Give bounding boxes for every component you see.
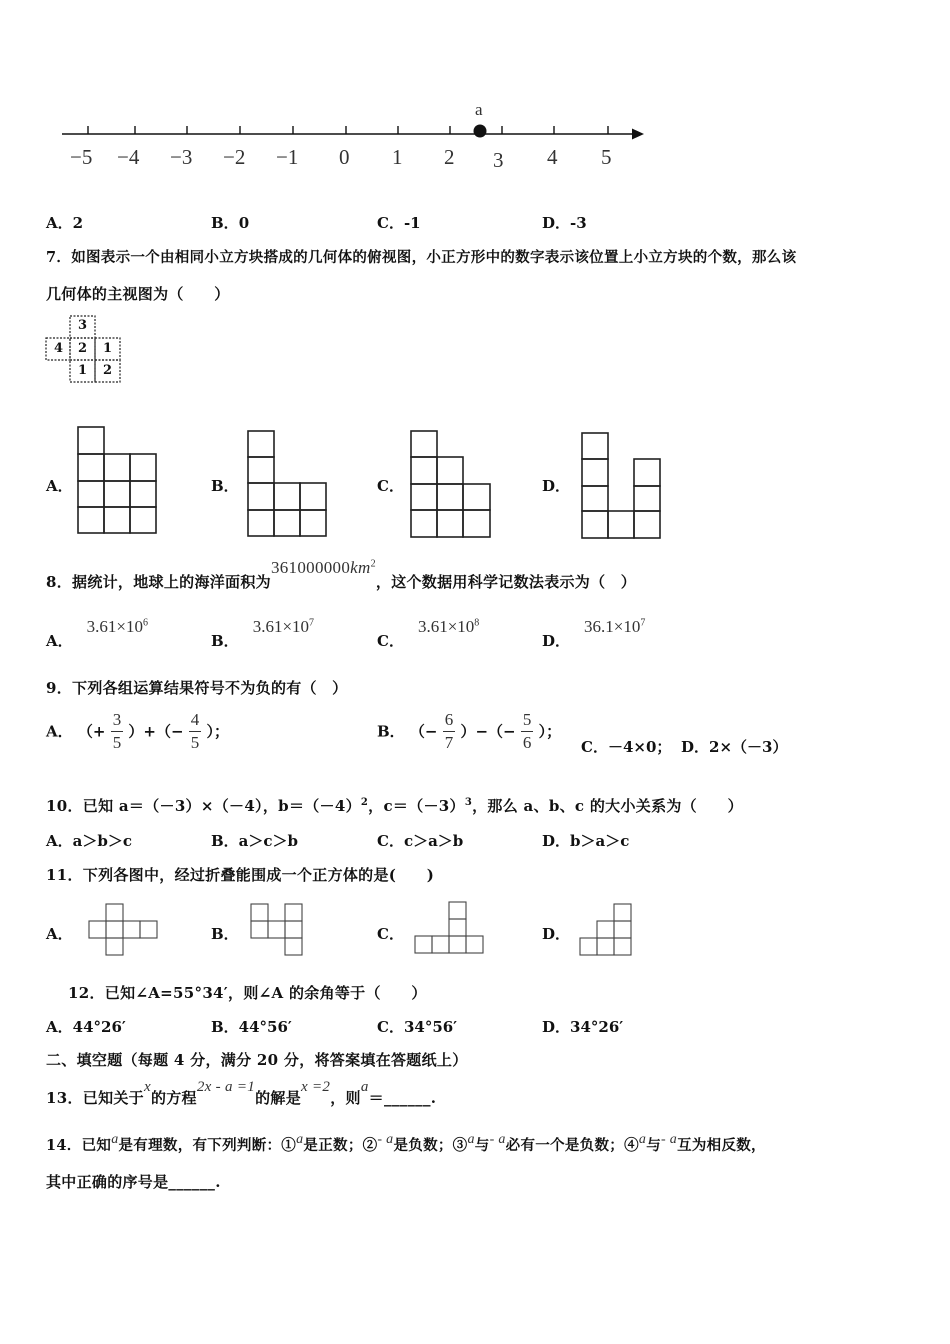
q12-option-b[interactable]: B．44°56′	[211, 1018, 292, 1036]
q9-stem: 9．下列各组运算结果符号不为负的有（ ）	[46, 679, 348, 697]
q11-option-b[interactable]: B．	[211, 925, 239, 943]
q8-area: $361000000km^2$	[270, 558, 376, 577]
q11-net-b	[251, 904, 302, 955]
q7-option-b[interactable]: B．	[211, 477, 239, 495]
tick-label: −4	[117, 145, 140, 169]
fraction: $\frac{3}{5}$	[112, 710, 122, 752]
q9-option-c[interactable]: C．－4×0；	[581, 738, 672, 756]
q6-option-a[interactable]: A．2	[46, 214, 84, 232]
q7-option-a[interactable]: A．	[46, 477, 73, 495]
q6-option-c[interactable]: C．-1	[377, 214, 421, 232]
tick-label: 1	[392, 145, 403, 169]
top-view-count: 4	[54, 341, 64, 356]
q11-net-a	[89, 904, 157, 955]
fraction: $\frac{4}{5}$	[190, 710, 200, 752]
top-view-count: 2	[103, 363, 113, 378]
q14-line1: 14．已知a是有理数，有下列判断：①a是正数；②- a是负数；③a与- a必有一个是负数；④a与- a互为相反数，	[46, 1132, 766, 1154]
q14-line2: 其中正确的序号是______.	[46, 1173, 221, 1191]
top-view-count: 3	[78, 318, 88, 333]
q7-option-c[interactable]: C．	[377, 477, 404, 495]
q11-option-c[interactable]: C．	[377, 925, 404, 943]
q11-net-d	[580, 904, 631, 955]
q8-option-c[interactable]: C．$3.61\times 10^8$	[377, 617, 480, 650]
q8-stem: 8．据统计，地球上的海洋面积为$361000000km^2$，这个数据用科学记数法表示为（ ）	[46, 558, 637, 591]
q7-option-d[interactable]: D．	[542, 477, 571, 495]
tick-label: 5	[601, 145, 612, 169]
q10-option-c[interactable]: C．c＞a＞b	[377, 832, 464, 850]
q11-option-d[interactable]: D．	[542, 925, 571, 943]
fraction: $\frac{6}{7}$	[444, 710, 454, 752]
q8-option-d[interactable]: D．$36.1\times 10^7$	[542, 617, 646, 650]
q10-option-a[interactable]: A．a＞b＞c	[46, 832, 132, 850]
q11-net-c	[415, 902, 483, 953]
tick-label: −2	[223, 145, 246, 169]
q13: 13．已知关于x的方程2x - a =1的解是x =2，则a＝______.	[46, 1079, 437, 1107]
q9-option-a[interactable]: A． （+ $\frac{3}{5}$ ）+（− $\frac{4}{5}$ ）；	[46, 710, 230, 752]
section-heading: 二、填空题（每题 4 分，满分 20 分，将答案填在答题纸上）	[46, 1051, 468, 1069]
tick-label: 3	[493, 148, 504, 172]
q6-option-d[interactable]: D．-3	[542, 214, 587, 232]
tick-label: −1	[276, 145, 299, 169]
top-view-count: 2	[78, 341, 88, 356]
q6-option-b[interactable]: B．0	[211, 214, 250, 232]
q10-option-d[interactable]: D．b＞a＞c	[542, 832, 630, 850]
q9-option-d[interactable]: D．2×（－3）	[681, 738, 788, 756]
q11-stem: 11．下列各图中，经过折叠能围成一个正方体的是( )	[46, 866, 435, 884]
tick-label: 4	[547, 145, 558, 169]
q11-option-a[interactable]: A．	[46, 925, 73, 943]
q12-stem: 12．已知∠A=55°34′，则∠A 的余角等于（ ）	[68, 984, 427, 1002]
q8-option-b[interactable]: B．$3.61\times 10^7$	[211, 617, 315, 650]
point-a-label: a	[475, 100, 483, 119]
tick-label: 2	[444, 145, 455, 169]
q12-option-d[interactable]: D．34°26′	[542, 1018, 624, 1036]
top-view-count: 1	[103, 341, 113, 356]
top-view-count: 1	[78, 363, 88, 378]
tick-label: −3	[170, 145, 193, 169]
q7-stem-line2: 几何体的主视图为（ ）	[46, 285, 230, 303]
q10-stem: 10．已知 a＝（－3）×（－4），$b=(-4)^2$，$c=(-3)^3$，那么 a、b、c 的大小关系为（ ）	[46, 797, 743, 815]
tick-label: 0	[339, 145, 350, 169]
q12-option-c[interactable]: C．34°56′	[377, 1018, 458, 1036]
q8-option-a[interactable]: A．$3.61\times 10^6$	[46, 617, 148, 650]
q9-option-b[interactable]: B． （− $\frac{6}{7}$ ）−（− $\frac{5}{6}$ ）；	[377, 710, 562, 752]
q12-option-a[interactable]: A．44°26′	[46, 1018, 126, 1036]
q10-option-b[interactable]: B．a＞c＞b	[211, 832, 299, 850]
fraction: $\frac{5}{6}$	[522, 710, 532, 752]
tick-label: −5	[70, 145, 93, 169]
q7-stem-line1: 7．如图表示一个由相同小立方块搭成的几何体的俯视图，小正方形中的数字表示该位置上小立方块的个数，那么该	[46, 249, 797, 266]
